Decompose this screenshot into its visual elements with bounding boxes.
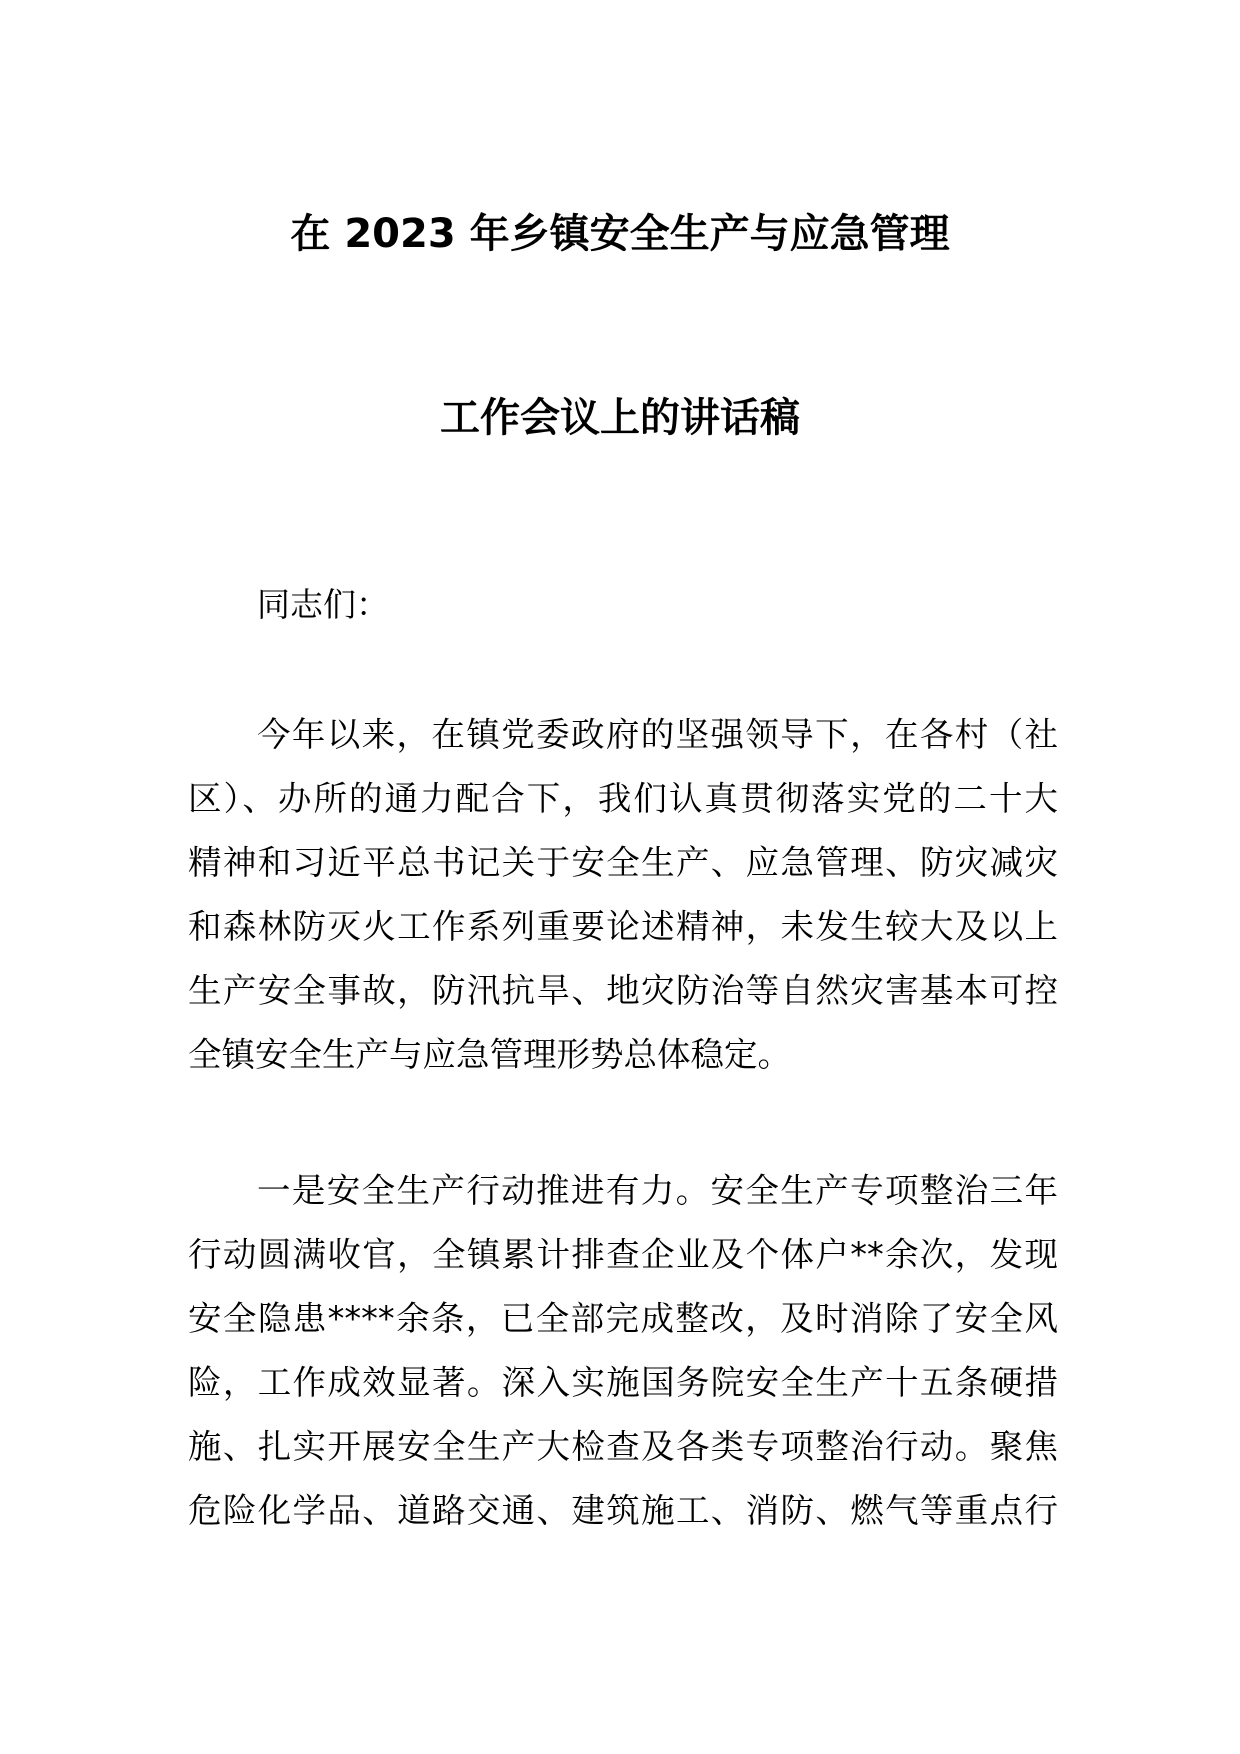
paragraph-line: 精神和习近平总书记关于安全生产、应急管理、防灾减灾	[188, 843, 1058, 882]
paragraph-line: 施、扎实开展安全生产大检查及各类专项整治行动。聚焦	[188, 1427, 1058, 1466]
document-title-line-1: 在 2023 年乡镇安全生产与应急管理	[290, 211, 950, 257]
paragraph-line: 今年以来，在镇党委政府的坚强领导下，在各村（社	[257, 715, 1058, 754]
paragraph-line: 安全隐患****余条，已全部完成整改，及时消除了安全风	[188, 1299, 1058, 1338]
paragraph-line: 险，工作成效显著。深入实施国务院安全生产十五条硬措	[188, 1363, 1058, 1402]
paragraph-line: 行动圆满收官，全镇累计排查企业及个体户**余次，发现	[188, 1235, 1058, 1274]
salutation: 同志们：	[257, 585, 389, 624]
paragraph-line: 和森林防灭火工作系列重要论述精神，未发生较大及以上	[188, 907, 1058, 946]
paragraph-line: 危险化学品、道路交通、建筑施工、消防、燃气等重点行	[188, 1491, 1058, 1530]
document-title-line-2: 工作会议上的讲话稿	[440, 395, 800, 441]
paragraph-2	[188, 1159, 1058, 1543]
paragraph-line: 一是安全生产行动推进有力。安全生产专项整治三年	[257, 1171, 1058, 1210]
paragraph-line: 生产安全事故，防汛抗旱、地灾防治等自然灾害基本可控	[188, 971, 1058, 1010]
paragraph-1	[188, 703, 1058, 1087]
paragraph-line: 全镇安全生产与应急管理形势总体稳定。	[188, 1035, 791, 1074]
paragraph-line: 区）、办所的通力配合下，我们认真贯彻落实党的二十大	[188, 779, 1058, 818]
